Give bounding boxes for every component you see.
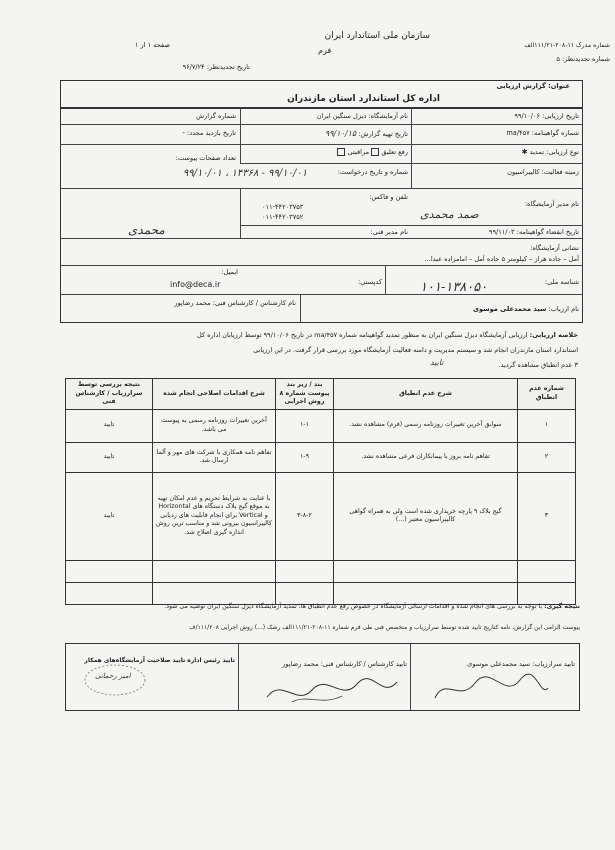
postal-code-label: کدپستی:: [357, 278, 382, 286]
summary-handwritten-note: تایید: [430, 358, 444, 367]
cell-result: [66, 560, 153, 582]
header-description: شرح عدم انطباق: [334, 379, 518, 410]
org-title: سازمان ملی استاندارد ایران: [324, 31, 430, 41]
lab-address-label: نشانی آزمایشگاه:: [530, 244, 579, 252]
cell-result: [66, 582, 153, 604]
cell-clause: [276, 582, 334, 604]
cell-clause: ۱-۱: [276, 409, 334, 442]
phone-label: تلفن و فاکس:: [369, 193, 408, 201]
cell-description: [334, 582, 518, 604]
request-number-label: شماره و تاریخ درخواست:: [337, 168, 408, 176]
page-number: صفحه ۱ از ۱: [134, 41, 170, 49]
lab-manager: نام مدیر آزمایشگاه:: [524, 200, 579, 208]
expert-name: نام کارشناس / کارشناس فنی: محمد رضاپور: [174, 299, 296, 307]
cell-number: ۳: [518, 472, 576, 560]
report-number: شماره گزارش: [196, 112, 236, 120]
table-header-row: [66, 379, 576, 410]
request-number-handwritten: ۹۹/۱۰/۰۱ - ۱۴۳۶۸ ، ۹۹/۱۰/۰۱: [182, 168, 308, 179]
certificate-number: شماره گواهینامه: ma/۴۵۷: [506, 129, 579, 137]
revision-date: تاریخ تجدیدنظر: ۹۶/۷/۲۴: [182, 63, 250, 71]
cell-clause: ۱-۹: [276, 442, 334, 472]
table-row: [66, 409, 576, 442]
cell-description: گیج بلاک ۹ پارچه خریداری شده است ولی به همراه گواهی کالیبراسیون معتبر (...): [334, 472, 518, 560]
phone-1: ۰۱۱-۴۴۲۰۳۷۵۳: [262, 203, 304, 211]
cell-result: تایید: [66, 472, 153, 560]
national-id-label: شناسه ملی:: [544, 278, 579, 286]
header-clause: بند / زیر بند پیوست شماره ۸ روش اجرایی: [276, 379, 334, 410]
assessment-type: نوع ارزیابی: تمدید ✱: [521, 148, 579, 156]
summary-line-3: ۳ عدم انطباق مشاهده گردید.: [498, 361, 578, 369]
cell-corrective: [153, 582, 276, 604]
cell-description: تفاهم نامه بروز با پیمانکاران فرعی مشاهده نشد.: [334, 442, 518, 472]
cell-result: تایید: [66, 409, 153, 442]
conclusion-attachment-note: پیوست الزامی این گزارش، نامه کتاریج تایید شده توسط سرارزیاب و متخصص فنی طی فرم شماره ۱۱-۲۰۸-۱۱۱/۲۱الف رشک (...) روش اجرایی ۱۱۱/۲۰۸/ف: [189, 624, 580, 631]
cell-clause: [276, 560, 334, 582]
checkbox-icon: [371, 148, 379, 156]
report-title: عنوان: گزارش ارزیابی: [496, 82, 570, 90]
cell-description: سوابق آخرین تغییرات روزنامه رسمی (فرم) مشاهده نشد.: [334, 409, 518, 442]
checkbox-icon: [337, 148, 345, 156]
attachments-count: تعداد صفحات پیوست:: [175, 154, 236, 162]
info-grid: [60, 108, 583, 323]
cell-corrective: [153, 560, 276, 582]
header-result: نتیجه بررسی توسط سرارزیاب / کارشناس فنی: [66, 379, 153, 410]
cell-clause: ۳-۸-۲: [276, 472, 334, 560]
revision-number: شماره تجدیدنظر: ۵: [556, 55, 610, 63]
document-code: شماره مدرک ۱۱-۲۰۸-۱۱۱/۲۱الف: [524, 42, 610, 49]
email-value: info@deca.ir: [170, 280, 221, 289]
cell-number: [518, 560, 576, 582]
header-corrective: شرح اقدامات اصلاحی انجام شده: [153, 379, 276, 410]
cell-corrective: تفاهم نامه همکاری با شرکت های مهر و آلما ارسال شد.: [153, 442, 276, 472]
nonconformity-table: [65, 378, 576, 605]
type-checkbox-renewal: ✱: [521, 148, 528, 156]
certificate-expiry: تاریخ انقضاء گواهینامه: ۹۹/۱۱/۰۳: [488, 228, 579, 236]
table-row: [66, 472, 576, 560]
lab-address: آمل – جاده هراز – کیلومتر ۵ جاده آمل – امامزاده عبدا...: [424, 255, 579, 263]
report-date: تاریخ تهیه گزارش: ۹۹/۱۰/۱۵: [324, 129, 408, 138]
department-name: اداره کل استاندارد استان مازندران: [287, 94, 440, 104]
director-signature: امیر رحمانی: [95, 672, 131, 680]
form-label: فرم: [318, 46, 332, 55]
assessment-date: تاریخ ارزیابی: ۹۹/۱۰/۰۶: [514, 112, 579, 120]
header-number: شماره عدم انطباق: [518, 379, 576, 410]
lab-manager-signature: صمد محمدی: [420, 208, 479, 221]
lab-name: نام آزمایشگاه: دیزل سنگین ایران: [316, 112, 408, 120]
signature-scribble-icon: [430, 668, 550, 708]
summary-line-2: استاندارد استان مازندران انجام شد و سیستم مدیریت و دامنه فعالیت آزمایشگاه مورد بررسی قرار گرفت. در این ارزیابی: [253, 346, 578, 354]
signature-scribble-icon: [262, 672, 402, 712]
table-row: [66, 442, 576, 472]
cell-result: تایید: [66, 442, 153, 472]
conclusion-text: نتیجه گیری: با توجه به بررسی های انجام شده و اقدامات ارسالی آزمایشگاه در خصوص رفع عدم انطباق ها، تمدید آزمایشگاه دیزل سنگین ایران توصیه می شود.: [164, 603, 580, 610]
cell-number: ۲: [518, 442, 576, 472]
table-row: [66, 560, 576, 582]
cell-description: [334, 560, 518, 582]
stamp-icon: [80, 660, 150, 700]
cell-corrective: آخرین تغییرات روزنامه رسمی به پیوست می باشد.: [153, 409, 276, 442]
summary-line-1: خلاصه ارزیابی: ارزیابی آزمایشگاه دیزل سنگین ایران به منظور تمدید گواهینامه شماره ma/۴۵۷ در تاریخ ۹۹/۱۰/۰۶ توسط ارزیابان اداره کل: [197, 331, 578, 339]
director-approval: تایید رئیس اداره تایید صلاحیت آزمایشگاه‌های همکار: [84, 657, 235, 664]
cell-number: [518, 582, 576, 604]
technical-manager-signature: محمدی: [128, 223, 165, 237]
email-label: ایمیل:: [221, 268, 238, 276]
expert-approval: تایید کارشناس / کارشناس فنی: محمد رضاپور: [282, 660, 407, 668]
table-row: [66, 582, 576, 604]
technical-manager: نام مدیر فنی:: [370, 228, 408, 236]
type-options: رفع تعلیق مراقبتی: [243, 148, 408, 156]
cell-corrective: با عنایت به شرایط تحریم و عدم امکان تهیه به موقع گیج بلاک دستگاه های Horizontal و Vertical برای انجام قابلیت های ردیابی کالیبراسیون بیرونی شد و مناسب ترین روش اندازه گیری اصلاح شد.: [153, 472, 276, 560]
assessor-approval: تایید سرارزیاب: سید محمدعلی موسوی: [467, 660, 575, 668]
activity-field: زمینه فعالیت: کالیبراسیون: [507, 168, 579, 176]
national-id-handwritten: ۱۰۱-۱۳۸۰۵۰: [420, 280, 488, 295]
assessor-name: نام ارزیاب: سید محمدعلی موسوی: [473, 305, 579, 313]
cell-number: ۱: [518, 409, 576, 442]
phone-2: ۰۱۱-۴۴۲۰۳۷۵۲: [262, 213, 304, 221]
revisit-date: تاریخ بازدید مجدد: -: [182, 129, 236, 137]
